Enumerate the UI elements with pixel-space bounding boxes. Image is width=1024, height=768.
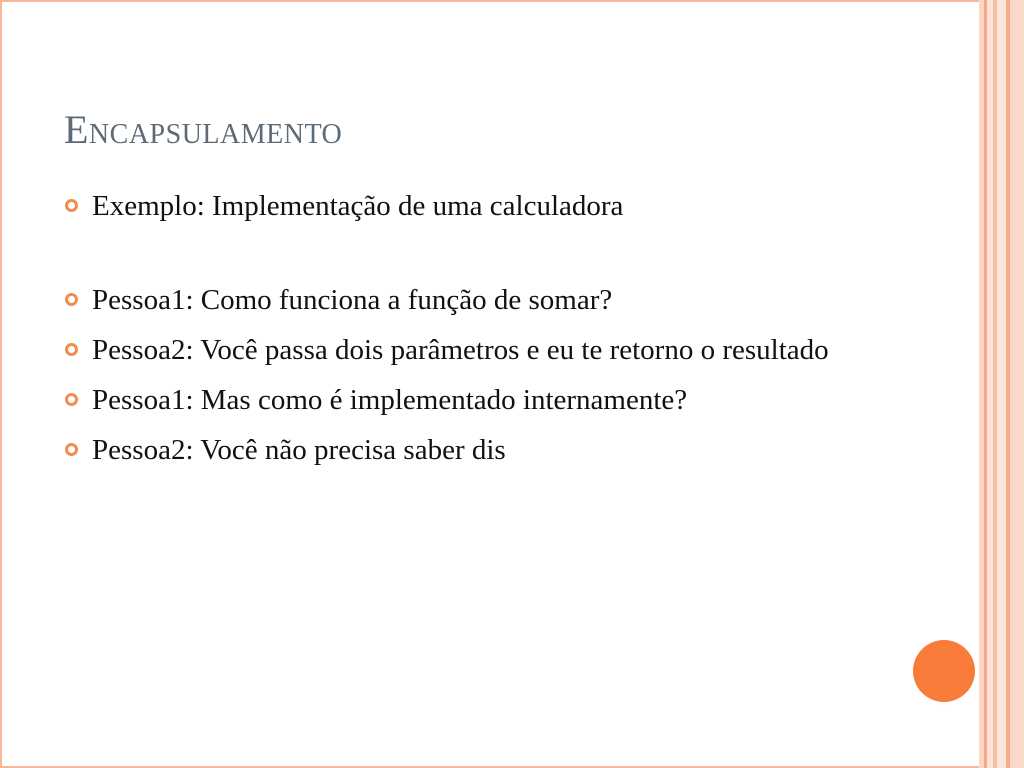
- bullet-text: Exemplo: Implementação de uma calculadora: [92, 190, 624, 222]
- bullet-text: Pessoa2: Você não precisa saber dis: [92, 434, 506, 466]
- bullet-text: Pessoa1: Como funciona a função de somar?: [92, 284, 613, 316]
- ring-bullet-icon: [65, 293, 78, 306]
- slide-title: Encapsulamento: [64, 107, 343, 152]
- decorative-band: [1010, 0, 1024, 768]
- ring-bullet-icon: [65, 343, 78, 356]
- bullet-text: Pessoa1: Mas como é implementado internamente?: [92, 384, 688, 416]
- bullet-item: [64, 430, 876, 470]
- bullet-item: [64, 330, 876, 370]
- bullet-text: Pessoa2: Você passa dois parâmetros e eu te retorno o resultado: [92, 334, 829, 366]
- decorative-band: [997, 0, 1006, 768]
- bullet-item: [64, 380, 876, 420]
- orange-circle-decoration: [913, 640, 975, 702]
- bullet-item: [64, 280, 876, 320]
- ring-bullet-icon: [65, 393, 78, 406]
- ring-bullet-icon: [65, 199, 78, 212]
- slide-frame-left: [0, 0, 2, 768]
- slide-frame-top: [0, 0, 1024, 2]
- bullet-item: [64, 186, 876, 226]
- bullet-list: [64, 186, 876, 480]
- ring-bullet-icon: [65, 443, 78, 456]
